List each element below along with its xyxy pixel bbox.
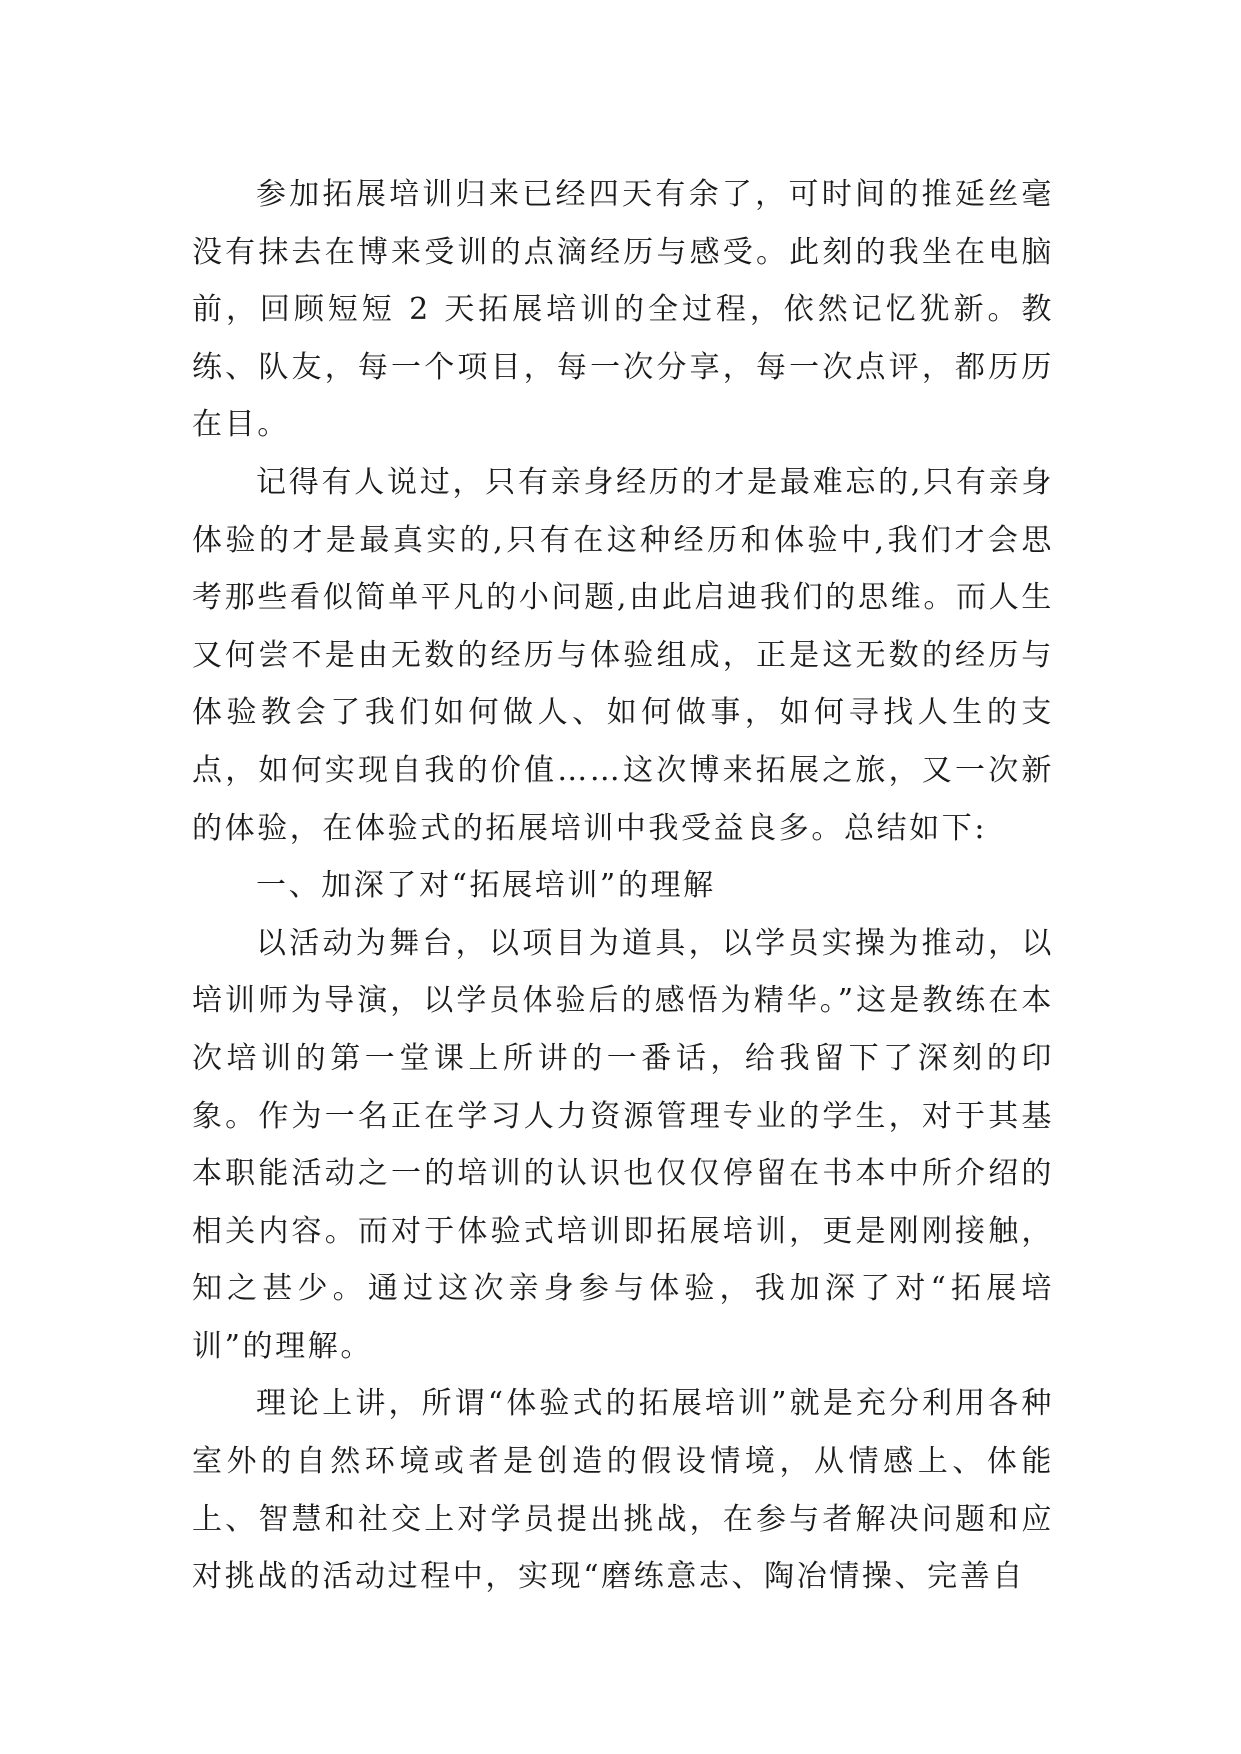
section-heading-1: 一、加深了对“拓展培训”的理解 — [256, 868, 716, 904]
paragraph-reflection: 记得有人说过，只有亲身经历的才是最难忘的,只有亲身体验的才是最真实的,只有在这种经历和体验中,我们才会思考那些看似简单平凡的小问题,由此启迪我们的思维。而人生又何尝不是由无数的经历与体验组成，正是这无数的经历与体验教会了我们如何做人、如何做事，如何寻找人生的支点，如何实现自我的价值……这次博来拓展之旅，又一次新的体验，在体验式的拓展培训中我受益良多。总结如下: — [192, 464, 1054, 846]
paragraph-intro: 参加拓展培训归来已经四天有余了，可时间的推延丝毫没有抹去在博来受训的点滴经历与感受。此刻的我坐在电脑前，回顾短短 2 天拓展培训的全过程，依然记忆犹新。教练、队友，每一个项目，每一次分享，每一次点评，都历历在目。 — [192, 177, 1054, 443]
document-body — [192, 166, 1054, 1606]
paragraph-theory: 理论上讲，所谓“体验式的拓展培训”就是充分利用各种室外的自然环境或者是创造的假设情境，从情感上、体能上、智慧和社交上对学员提出挑战，在参与者解决问题和应对挑战的活动过程中，实现“磨练意志、陶冶情操、完善自 — [192, 1386, 1054, 1595]
paragraph-definition: 以活动为舞台，以项目为道具，以学员实操为推动，以培训师为导演，以学员体验后的感悟为精华。”这是教练在本次培训的第一堂课上所讲的一番话，给我留下了深刻的印象。作为一名正在学习人力资源管理专业的学生，对于其基本职能活动之一的培训的认识也仅仅停留在书本中所介绍的相关内容。而对于体验式培训即拓展培训，更是刚刚接触，知之甚少。通过这次亲身参与体验，我加深了对“拓展培训”的理解。 — [192, 925, 1054, 1364]
